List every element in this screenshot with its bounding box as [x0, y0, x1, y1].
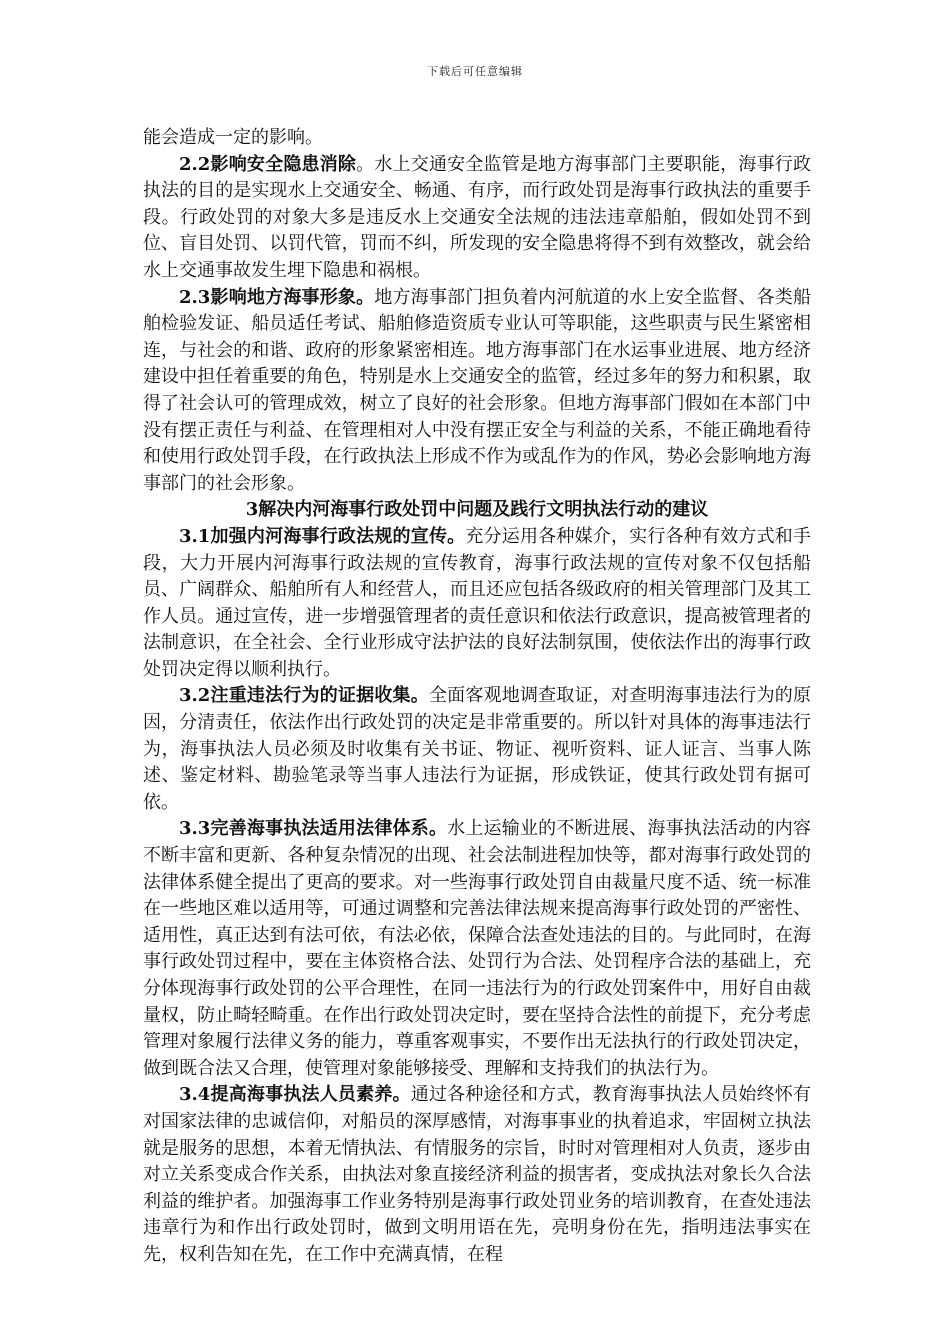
page-header: 下载后可任意编辑 — [427, 65, 523, 78]
heading-2-2: 2.2影响安全隐患消除 — [179, 153, 357, 175]
paragraph-2-2-text: 。水上交通安全监管是地方海事部门主要职能，海事行政执法的目的是实现水上交通安全、畅通、有序，而行政处罚是海事行政执法的重要手段。行政处罚的对象大多是违反水上交通安全法规的违法违章船舶，假如处罚不到位、盲目处罚、以罚代管，罚而不纠，所发现的安全隐患将得不到有效整改，就会给水上交通事故发生埋下隐患和祸根。 — [143, 153, 811, 281]
heading-3-1: 3.1加强内河海事行政法规的宣传。 — [179, 525, 466, 547]
paragraph-3-1-text: 充分运用各种媒介，实行各种有效方式和手段，大力开展内河海事行政法规的宣传教育，海事行政法规的宣传对象不仅包括船员、广阔群众、船舶所有人和经营人，而且还应包括各级政府的相关管理部门及其工作人员。通过宣传，进一步增强管理者的责任意识和依法行政意识，提高被管理者的法制意识，在全社会、全行业形成守法护法的良好法制氛围，使依法作出的海事行政处罚决定得以顺利执行。 — [143, 525, 811, 680]
paragraph-3-2-text: 全面客观地调查取证，对查明海事违法行为的原因，分清责任，依法作出行政处罚的决定是非常重要的。所以针对具体的海事违法行为，海事执法人员必须及时收集有关书证、物证、视听资料、证人证言、当事人陈述、鉴定材料、勘验笔录等当事人违法行为证据，形成铁证，使其行政处罚有据可依。 — [143, 685, 811, 813]
paragraph-3-3-text: 水上运输业的不断进展、海事执法活动的内容不断丰富和更新、各种复杂情况的出现、社会法制进程加快等，都对海事行政处罚的法律体系健全提出了更高的要求。对一些海事行政处罚自由裁量尺度不适、统一标准在一些地区难以适用等，可通过调整和完善法律法规来提高海事行政处罚的严密性、适用性，真正达到有法可依，有法必依，保障合法查处违法的目的。与此同时，在海事行政处罚过程中，要在主体资格合法、处罚行为合法、处罚程序合法的基础上，充分体现海事行政处罚的公平合理性，在同一违法行为的行政处罚案件中，用好自由裁量权，防止畸轻畸重。在作出行政处罚决定时，要在坚持合法性的前提下，充分考虑管理对象履行法律义务的能力，尊重客观事实，不要作出无法执行的行政处罚决定，做到既合法又合理，使管理对象能够接受、理解和支持我们的执法行为。 — [143, 818, 811, 1079]
section-3-title: 3解决内河海事行政处罚中问题及践行文明执法行动的建议 — [245, 499, 709, 521]
heading-3-3: 3.3完善海事执法适用法律体系。 — [179, 818, 448, 840]
heading-3-2: 3.2注重违法行为的证据收集。 — [179, 685, 429, 707]
paragraph-2-3-text: 地方海事部门担负着内河航道的水上安全监督、各类船舶检验发证、船员适任考试、船舶修造资质专业认可等职能，这些职责与民生紧密相连，与社会的和谐、政府的形象紧密相连。地方海事部门在水运事业进展、地方经济建设中担任着重要的角色，特别是水上交通安全的监管，经过多年的努力和积累，取得了社会认可的管理成效，树立了良好的社会形象。但地方海事部门假如在本部门中没有摆正责任与利益、在管理相对人中没有摆正安全与利益的关系，不能正确地看待和使用行政处罚手段，在行政执法上形成不作为或乱作为的作风，势必会影响地方海事部门的社会形象。 — [143, 286, 811, 494]
paragraph-continuation: 能会造成一定的影响。 — [143, 127, 323, 148]
paragraph-3-3 — [143, 816, 811, 1082]
paragraph-3-1 — [143, 524, 811, 684]
paragraph-3-2 — [143, 683, 811, 816]
paragraph-2-2 — [143, 152, 811, 285]
paragraph-3-4-text: 通过各种途径和方式，教育海事执法人员始终怀有对国家法律的忠诚信仰，对船员的深厚感情，对海事事业的执着追求，牢固树立执法就是服务的思想，本着无情执法、有情服务的宗旨，时时对管理相对人负责，逐步由对立关系变成合作关系，由执法对象直接经济利益的损害者，变成执法对象长久合法利益的维护者。加强海事工作业务特别是海事行政处罚业务的培训教育，在查处违法违章行为和作出行政处罚时，做到文明用语在先，亮明身份在先，指明违法事实在先，权利告知在先，在工作中充满真情，在程 — [143, 1084, 811, 1265]
paragraph-3-4 — [143, 1082, 811, 1268]
heading-3-4: 3.4提高海事执法人员素养。 — [179, 1084, 411, 1106]
heading-2-3: 2.3影响地方海事形象。 — [179, 286, 375, 308]
document-body — [143, 125, 811, 1269]
paragraph-2-3 — [143, 285, 811, 498]
